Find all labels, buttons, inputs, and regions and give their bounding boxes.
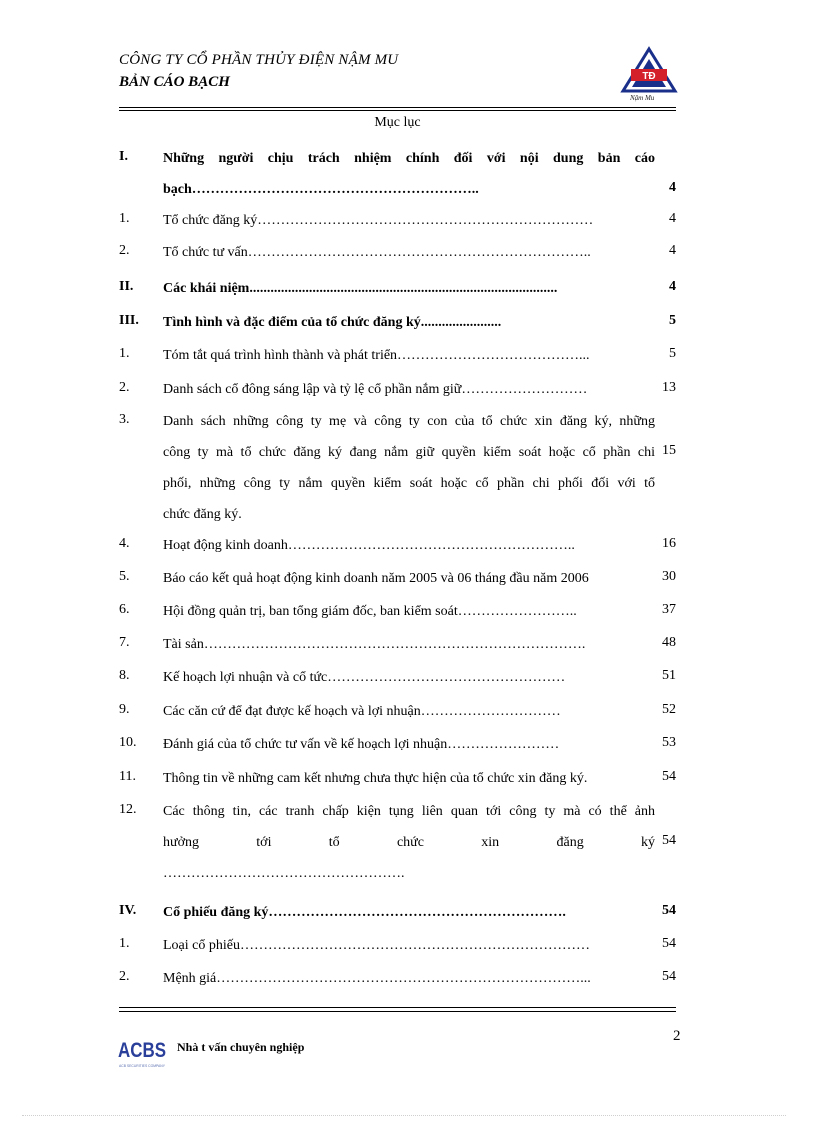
toc-page: 13 bbox=[662, 380, 676, 395]
toc-page: 5 bbox=[669, 346, 676, 361]
toc-text bbox=[163, 143, 655, 205]
document-title: BẢN CÁO BẠCH bbox=[119, 74, 230, 90]
toc-text-line: Các căn cứ để đạt được kế hoạch và lợi nhuận………………………… bbox=[163, 704, 561, 719]
toc-text-line: phối, những công ty nắm quyền kiểm soát hoặc cổ phần chi phối đối với tổ bbox=[163, 476, 655, 491]
header-divider-second bbox=[119, 110, 676, 111]
toc-page: 54 bbox=[662, 833, 676, 848]
acbs-logo-icon bbox=[118, 1023, 166, 1069]
footer-tagline: Nhà t vấn chuyên nghiệp bbox=[177, 1040, 305, 1054]
toc-number: 2. bbox=[119, 969, 130, 984]
toc-text bbox=[163, 273, 655, 304]
toc-text bbox=[163, 662, 655, 693]
toc-number: III. bbox=[119, 313, 139, 328]
toc-page: 16 bbox=[662, 536, 676, 551]
toc-text bbox=[163, 930, 655, 961]
toc-text-line: Những người chịu trách nhiệm chính đối với nội dung bản cáo bbox=[163, 151, 655, 166]
toc-number: 9. bbox=[119, 702, 130, 717]
toc-page: 54 bbox=[662, 969, 676, 984]
toc-page: 4 bbox=[669, 211, 676, 226]
toc-text-line: Kế hoạch lợi nhuận và cổ tức…………………………………………… bbox=[163, 670, 566, 685]
toc-text bbox=[163, 696, 655, 727]
toc-text-line: Tài sản………………………………………………………………………. bbox=[163, 637, 586, 652]
toc-page: 54 bbox=[662, 769, 676, 784]
toc-number: 7. bbox=[119, 635, 130, 650]
page-number: 2 bbox=[673, 1028, 681, 1044]
toc-text-line: bạch…………………………………………………….. bbox=[163, 182, 479, 197]
toc-text-line: hưởng tới tổ chức xin đăng ký bbox=[163, 835, 655, 850]
toc-page: 52 bbox=[662, 702, 676, 717]
toc-text bbox=[163, 374, 655, 405]
toc-text bbox=[163, 530, 655, 561]
toc-text bbox=[163, 205, 655, 236]
toc-text-line: Tình hình và đặc điểm của tổ chức đăng ký....................... bbox=[163, 315, 502, 330]
toc-text-line: Loại cổ phiếu………………………………………………………………… bbox=[163, 938, 590, 953]
toc-text bbox=[163, 897, 655, 928]
toc-number: 8. bbox=[119, 668, 130, 683]
toc-number: 1. bbox=[119, 346, 130, 361]
footer-divider-second bbox=[119, 1011, 676, 1012]
toc-number: 11. bbox=[119, 769, 136, 784]
toc-number: 5. bbox=[119, 569, 130, 584]
toc-number: 1. bbox=[119, 211, 130, 226]
toc-page: 4 bbox=[669, 180, 676, 195]
toc-text-line: ……………………………………………. bbox=[163, 866, 405, 881]
toc-text bbox=[163, 796, 655, 889]
toc-page: 30 bbox=[662, 569, 676, 584]
toc-page: 48 bbox=[662, 635, 676, 650]
toc-page: 4 bbox=[669, 279, 676, 294]
toc-text-line: Hội đồng quản trị, ban tổng giám đốc, ban kiểm soát…………………….. bbox=[163, 604, 577, 619]
acbs-logo-subtext: ACB SECURITIES COMPANY bbox=[119, 1063, 166, 1068]
page-edge-dotted-line bbox=[22, 1115, 786, 1116]
toc-text bbox=[163, 406, 655, 530]
logo-caption: Nậm Mu bbox=[630, 94, 655, 102]
toc-number: 4. bbox=[119, 536, 130, 551]
toc-text-line: chức đăng ký. bbox=[163, 507, 242, 522]
toc-text-line: Tổ chức đăng ký……………………………………………………………… bbox=[163, 213, 594, 228]
toc-text-line: Mệnh giá……………………………………………………………………... bbox=[163, 971, 591, 986]
toc-text-line: Các khái niệm........................................................................................ bbox=[163, 281, 558, 296]
toc-text-line: Đánh giá của tổ chức tư vấn về kế hoạch lợi nhuận…………………… bbox=[163, 737, 560, 752]
toc-number: II. bbox=[119, 279, 134, 294]
header-divider bbox=[119, 107, 676, 108]
toc-text-line: Cổ phiếu đăng ký………………………………………………………. bbox=[163, 905, 566, 920]
toc-title: Mục lục bbox=[374, 115, 421, 130]
toc-number: 10. bbox=[119, 735, 137, 750]
toc-text-line: Danh sách những công ty mẹ và công ty con của tổ chức xin đăng ký, những bbox=[163, 414, 655, 429]
toc-number: I. bbox=[119, 149, 128, 164]
toc-number: 3. bbox=[119, 412, 130, 427]
toc-text-line: Tổ chức tư vấn……………………………………………………………….. bbox=[163, 245, 591, 260]
toc-page: 5 bbox=[669, 313, 676, 328]
toc-number: 12. bbox=[119, 802, 137, 817]
footer-divider bbox=[119, 1007, 676, 1008]
toc-page: 53 bbox=[662, 735, 676, 750]
toc-number: IV. bbox=[119, 903, 137, 918]
toc-page: 51 bbox=[662, 668, 676, 683]
toc-text-line: Các thông tin, các tranh chấp kiện tụng liên quan tới công ty mà có thể ảnh bbox=[163, 804, 655, 819]
logo-monogram: TĐ bbox=[642, 71, 656, 82]
toc-text-line: Tóm tắt quá trình hình thành và phát triển…………………………………... bbox=[163, 348, 590, 363]
toc-text-line: Hoạt động kinh doanh…………………………………………………….. bbox=[163, 538, 575, 553]
toc-number: 1. bbox=[119, 936, 130, 951]
toc-text bbox=[163, 596, 655, 627]
toc-page: 15 bbox=[662, 443, 676, 458]
toc-text-line: công ty mà tổ chức đăng ký đang nắm giữ quyền kiểm soát hoặc cổ phần chi bbox=[163, 445, 655, 460]
toc-page: 37 bbox=[662, 602, 676, 617]
toc-text bbox=[163, 729, 655, 760]
toc-page: 54 bbox=[662, 936, 676, 951]
toc-text bbox=[163, 563, 655, 594]
toc-text bbox=[163, 763, 655, 794]
toc-text-line: Thông tin về những cam kết nhưng chưa thực hiện của tổ chức xin đăng ký. bbox=[163, 771, 588, 786]
toc-number: 6. bbox=[119, 602, 130, 617]
toc-text-line: Danh sách cổ đông sáng lập và tỷ lệ cổ phần nắm giữ……………………… bbox=[163, 382, 588, 397]
toc-number: 2. bbox=[119, 380, 130, 395]
toc-text bbox=[163, 237, 655, 268]
toc-text bbox=[163, 340, 655, 371]
toc-page: 4 bbox=[669, 243, 676, 258]
company-name: CÔNG TY CỔ PHẦN THỦY ĐIỆN NẬM MU bbox=[119, 52, 399, 68]
toc-text bbox=[163, 963, 655, 994]
toc-page: 54 bbox=[662, 903, 676, 918]
toc-text-line: Báo cáo kết quả hoạt động kinh doanh năm 2005 và 06 tháng đầu năm 2006 bbox=[163, 571, 589, 586]
toc-text bbox=[163, 629, 655, 660]
toc-number: 2. bbox=[119, 243, 130, 258]
acbs-logo-text: ACBS bbox=[118, 1039, 166, 1062]
toc-text bbox=[163, 307, 655, 338]
